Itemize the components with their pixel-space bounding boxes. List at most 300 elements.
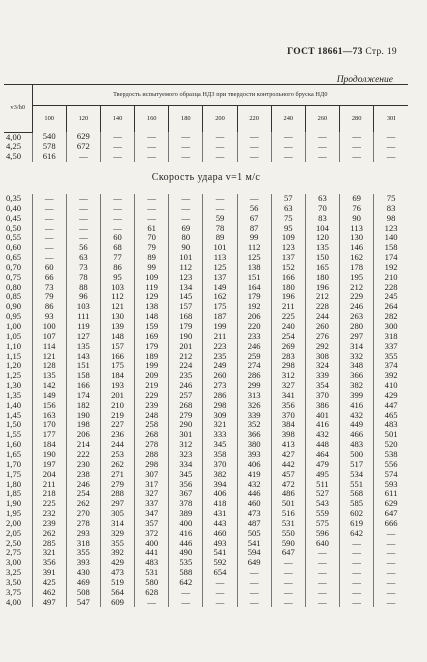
column-header: 240: [271, 106, 305, 133]
table-row: [4, 273, 408, 283]
ratio-cell: 1,35: [6, 390, 22, 400]
table-row: [4, 322, 408, 332]
value-cell: —: [340, 548, 374, 558]
column-headers: [4, 106, 408, 133]
value-cell: 90: [340, 214, 374, 224]
value-cell: —: [32, 194, 66, 204]
value-cell: 192: [237, 302, 271, 312]
ratio-cell: 4,25: [6, 142, 22, 152]
column-header: 100: [32, 106, 66, 133]
value-cell: 199: [203, 322, 237, 332]
value-cell: 341: [271, 391, 305, 401]
value-cell: 125: [203, 263, 237, 273]
value-cell: —: [305, 548, 339, 558]
value-cell: —: [374, 598, 408, 608]
value-cell: 119: [135, 283, 169, 293]
value-cell: 479: [305, 460, 339, 470]
value-cell: 413: [271, 440, 305, 450]
value-cell: 647: [271, 548, 305, 558]
value-cell: 127: [66, 332, 100, 342]
value-cell: 495: [305, 470, 339, 480]
value-cell: —: [374, 568, 408, 578]
value-cell: 150: [305, 253, 339, 263]
ratio-cell: 1,45: [6, 410, 22, 420]
value-cell: —: [271, 588, 305, 598]
value-cell: 447: [374, 401, 408, 411]
value-cell: 419: [237, 470, 271, 480]
value-cell: 177: [32, 430, 66, 440]
value-cell: 473: [237, 509, 271, 519]
value-cell: 190: [66, 411, 100, 421]
value-cell: 324: [305, 361, 339, 371]
table-row: [4, 381, 408, 391]
value-cell: 416: [340, 401, 374, 411]
value-cell: 244: [305, 312, 339, 322]
value-cell: 142: [32, 381, 66, 391]
value-cell: 184: [32, 440, 66, 450]
table-row: [4, 548, 408, 558]
value-cell: 443: [203, 519, 237, 529]
value-cell: 204: [32, 470, 66, 480]
value-cell: 487: [237, 519, 271, 529]
table-row: [4, 578, 408, 588]
value-cell: 218: [32, 489, 66, 499]
ratio-cell: 0,55: [6, 233, 22, 243]
value-cell: 257: [169, 391, 203, 401]
value-cell: —: [203, 598, 237, 608]
value-cell: 111: [66, 312, 100, 322]
value-cell: 531: [135, 568, 169, 578]
value-cell: 401: [305, 411, 339, 421]
value-cell: —: [237, 598, 271, 608]
value-cell: 611: [374, 489, 408, 499]
value-cell: 87: [237, 224, 271, 234]
value-cell: 380: [237, 440, 271, 450]
value-cell: 431: [203, 509, 237, 519]
value-cell: 121: [100, 302, 134, 312]
table-row: [4, 450, 408, 460]
value-cell: 406: [203, 489, 237, 499]
value-cell: 382: [203, 470, 237, 480]
value-cell: 184: [100, 371, 134, 381]
value-cell: 135: [305, 243, 339, 253]
value-cell: —: [203, 578, 237, 588]
value-cell: 197: [32, 460, 66, 470]
value-cell: 501: [271, 499, 305, 509]
value-cell: 337: [374, 342, 408, 352]
value-cell: 393: [66, 558, 100, 568]
column-header: 200: [203, 106, 237, 133]
value-cell: 578: [32, 142, 66, 152]
value-cell: —: [32, 243, 66, 253]
value-cell: —: [305, 558, 339, 568]
column-header: 180: [169, 106, 203, 133]
table-row: [4, 152, 408, 162]
value-cell: 239: [32, 519, 66, 529]
table-row: [4, 391, 408, 401]
value-cell: 187: [203, 312, 237, 322]
value-cell: —: [340, 152, 374, 162]
value-cell: 543: [305, 499, 339, 509]
value-cell: 190: [169, 332, 203, 342]
value-cell: 76: [340, 204, 374, 214]
value-cell: 355: [374, 352, 408, 362]
value-cell: 314: [340, 342, 374, 352]
value-cell: 366: [237, 430, 271, 440]
value-cell: —: [32, 224, 66, 234]
value-cell: 180: [271, 283, 305, 293]
value-cell: 140: [374, 233, 408, 243]
table-row: [4, 460, 408, 470]
value-cell: 288: [100, 489, 134, 499]
value-cell: 56: [66, 243, 100, 253]
ratio-cell: 4,00: [6, 597, 22, 607]
value-cell: 276: [305, 332, 339, 342]
value-cell: 249: [203, 361, 237, 371]
value-cell: 400: [135, 539, 169, 549]
ratio-cell: 4,50: [6, 152, 22, 162]
value-cell: —: [340, 568, 374, 578]
value-cell: 500: [340, 450, 374, 460]
value-cell: 244: [100, 440, 134, 450]
value-cell: 556: [374, 460, 408, 470]
value-cell: 262: [66, 499, 100, 509]
column-header: 220: [237, 106, 271, 133]
value-cell: 89: [203, 233, 237, 243]
value-cell: 392: [100, 548, 134, 558]
ratio-cell: 1,95: [6, 509, 22, 519]
value-cell: 429: [374, 391, 408, 401]
value-cell: 77: [100, 253, 134, 263]
value-cell: 442: [271, 460, 305, 470]
value-cell: 318: [66, 539, 100, 549]
value-cell: 609: [100, 598, 134, 608]
value-cell: 332: [340, 352, 374, 362]
value-cell: 260: [305, 322, 339, 332]
value-cell: —: [100, 224, 134, 234]
value-cell: 568: [340, 489, 374, 499]
value-cell: 228: [305, 302, 339, 312]
value-cell: 389: [169, 509, 203, 519]
value-cell: 394: [203, 480, 237, 490]
value-cell: 313: [237, 391, 271, 401]
value-cell: 109: [271, 233, 305, 243]
value-cell: 520: [374, 440, 408, 450]
ratio-cell: 0,60: [6, 243, 22, 253]
value-cell: 148: [100, 332, 134, 342]
value-cell: 198: [66, 420, 100, 430]
value-cell: 95: [100, 273, 134, 283]
value-cell: 327: [135, 489, 169, 499]
value-cell: 135: [66, 342, 100, 352]
value-cell: 199: [135, 361, 169, 371]
value-cell: —: [135, 214, 169, 224]
column-header: 30І: [374, 106, 408, 133]
ratio-cell: 1,65: [6, 449, 22, 459]
value-cell: 531: [271, 519, 305, 529]
value-cell: 358: [203, 450, 237, 460]
ratio-cell: 1,05: [6, 331, 22, 341]
value-cell: 73: [66, 263, 100, 273]
value-cell: 486: [271, 489, 305, 499]
value-cell: —: [237, 142, 271, 152]
ratio-cell: 0,70: [6, 262, 22, 272]
value-cell: 114: [32, 342, 66, 352]
value-cell: 175: [203, 302, 237, 312]
ratio-cell: 1,80: [6, 479, 22, 489]
value-cell: 274: [237, 361, 271, 371]
value-cell: 174: [66, 391, 100, 401]
value-cell: 425: [32, 578, 66, 588]
table-row: [4, 204, 408, 214]
value-cell: —: [66, 224, 100, 234]
value-cell: 143: [66, 352, 100, 362]
value-cell: 527: [305, 489, 339, 499]
value-cell: 149: [203, 283, 237, 293]
value-cell: —: [340, 558, 374, 568]
value-cell: 318: [374, 332, 408, 342]
table-row: [4, 263, 408, 273]
ratio-cell: 1,30: [6, 381, 22, 391]
ratio-cell: 1,25: [6, 371, 22, 381]
value-cell: 446: [169, 539, 203, 549]
ratio-cell: 0,35: [6, 194, 22, 204]
table-row: [4, 470, 408, 480]
value-cell: —: [66, 214, 100, 224]
value-cell: 163: [32, 411, 66, 421]
value-cell: 398: [271, 430, 305, 440]
value-cell: 298: [271, 361, 305, 371]
value-cell: 83: [305, 214, 339, 224]
value-cell: —: [340, 142, 374, 152]
value-cell: 647: [374, 509, 408, 519]
value-cell: 541: [237, 539, 271, 549]
value-cell: 457: [271, 470, 305, 480]
value-cell: —: [100, 142, 134, 152]
value-cell: 262: [32, 529, 66, 539]
value-cell: 69: [340, 194, 374, 204]
value-cell: —: [340, 132, 374, 142]
value-cell: 497: [32, 598, 66, 608]
table-row: [4, 420, 408, 430]
value-cell: 345: [203, 440, 237, 450]
value-cell: —: [237, 578, 271, 588]
value-cell: 629: [66, 132, 100, 142]
value-cell: 370: [305, 391, 339, 401]
value-cell: 270: [66, 509, 100, 519]
value-cell: 314: [100, 519, 134, 529]
ratio-cell: 0,80: [6, 282, 22, 292]
value-cell: 550: [271, 529, 305, 539]
value-cell: 210: [100, 401, 134, 411]
table-row: [4, 401, 408, 411]
value-cell: 148: [135, 312, 169, 322]
value-cell: 301: [169, 430, 203, 440]
value-cell: 594: [237, 548, 271, 558]
value-cell: 59: [203, 214, 237, 224]
value-cell: —: [305, 568, 339, 578]
value-cell: 89: [135, 253, 169, 263]
value-cell: 642: [169, 578, 203, 588]
value-cell: 156: [32, 401, 66, 411]
value-cell: —: [374, 539, 408, 549]
value-cell: 206: [66, 430, 100, 440]
value-cell: 134: [169, 283, 203, 293]
table-row: [4, 312, 408, 322]
value-cell: 123: [169, 273, 203, 283]
value-cell: 113: [203, 253, 237, 263]
value-cell: 75: [271, 214, 305, 224]
value-cell: 112: [237, 243, 271, 253]
value-cell: 642: [340, 529, 374, 539]
value-cell: 483: [135, 558, 169, 568]
value-cell: 278: [135, 440, 169, 450]
value-cell: 158: [374, 243, 408, 253]
value-cell: —: [203, 204, 237, 214]
value-cell: 666: [374, 519, 408, 529]
value-cell: 592: [203, 558, 237, 568]
value-cell: 123: [271, 243, 305, 253]
value-cell: 593: [374, 480, 408, 490]
value-cell: 297: [340, 332, 374, 342]
value-cell: 293: [66, 529, 100, 539]
value-cell: 366: [340, 371, 374, 381]
value-cell: 339: [305, 371, 339, 381]
value-cell: —: [237, 152, 271, 162]
table-row: [4, 142, 408, 152]
value-cell: 73: [32, 283, 66, 293]
value-cell: 209: [135, 371, 169, 381]
value-cell: 86: [100, 263, 134, 273]
value-cell: 462: [32, 588, 66, 598]
table-row: [4, 352, 408, 362]
value-cell: 321: [203, 420, 237, 430]
value-cell: 259: [237, 352, 271, 362]
value-cell: —: [271, 132, 305, 142]
table-row: [4, 558, 408, 568]
table-row: [4, 371, 408, 381]
value-cell: —: [169, 142, 203, 152]
value-cell: 223: [203, 342, 237, 352]
value-cell: 169: [135, 332, 169, 342]
value-cell: 166: [100, 352, 134, 362]
value-cell: —: [169, 194, 203, 204]
value-cell: —: [169, 214, 203, 224]
value-cell: 490: [169, 548, 203, 558]
value-cell: —: [374, 132, 408, 142]
value-cell: 378: [169, 499, 203, 509]
value-cell: 429: [100, 558, 134, 568]
value-cell: 283: [271, 352, 305, 362]
value-cell: 602: [340, 509, 374, 519]
value-cell: —: [203, 194, 237, 204]
value-cell: 258: [135, 420, 169, 430]
value-cell: 464: [305, 450, 339, 460]
value-cell: 596: [305, 529, 339, 539]
value-cell: 286: [203, 391, 237, 401]
value-cell: 448: [305, 440, 339, 450]
value-cell: 384: [271, 420, 305, 430]
table-row: [4, 588, 408, 598]
ratio-cell: 1,55: [6, 430, 22, 440]
table-row: [4, 499, 408, 509]
value-cell: 219: [135, 381, 169, 391]
value-cell: 121: [32, 352, 66, 362]
value-cell: 159: [135, 322, 169, 332]
value-cell: 61: [135, 224, 169, 234]
value-cell: 112: [169, 263, 203, 273]
continuation-label: Продолжение: [336, 75, 393, 85]
ratio-cell: 2,00: [6, 518, 22, 528]
value-cell: 119: [66, 322, 100, 332]
table-row: [4, 332, 408, 342]
value-cell: —: [374, 529, 408, 539]
ratio-cell: 1,70: [6, 459, 22, 469]
column-group-header: Твердость испытуемого образца HД3 при твердости контрольного бруска HД0: [32, 85, 408, 106]
page-number: Стр. 19: [365, 47, 397, 57]
value-cell: 100: [32, 322, 66, 332]
value-cell: 559: [305, 509, 339, 519]
value-cell: 290: [169, 420, 203, 430]
value-cell: 575: [305, 519, 339, 529]
ratio-cell: 1,00: [6, 322, 22, 331]
column-header: 280: [340, 106, 374, 133]
value-cell: —: [271, 142, 305, 152]
value-cell: —: [203, 588, 237, 598]
table-row: [4, 489, 408, 499]
value-cell: 519: [100, 578, 134, 588]
value-cell: —: [271, 152, 305, 162]
value-cell: 279: [169, 411, 203, 421]
value-cell: —: [66, 233, 100, 243]
value-cell: —: [237, 568, 271, 578]
value-cell: 348: [340, 361, 374, 371]
value-cell: 68: [100, 243, 134, 253]
table-row: [4, 233, 408, 243]
value-cell: 432: [237, 480, 271, 490]
value-cell: 212: [340, 283, 374, 293]
value-cell: 137: [271, 253, 305, 263]
value-cell: —: [271, 578, 305, 588]
value-cell: —: [271, 568, 305, 578]
value-cell: —: [100, 152, 134, 162]
value-cell: 308: [305, 352, 339, 362]
value-cell: 547: [66, 598, 100, 608]
value-cell: —: [203, 132, 237, 142]
value-cell: 98: [374, 214, 408, 224]
value-cell: —: [305, 152, 339, 162]
ratio-cell: 1,60: [6, 440, 22, 450]
value-cell: 63: [66, 253, 100, 263]
value-cell: —: [32, 233, 66, 243]
value-cell: 535: [169, 558, 203, 568]
value-cell: 246: [237, 342, 271, 352]
value-cell: 70: [305, 204, 339, 214]
value-cell: 99: [237, 233, 271, 243]
ratio-cell: 1,50: [6, 420, 22, 430]
value-cell: —: [66, 194, 100, 204]
value-cell: —: [66, 152, 100, 162]
value-cell: 193: [100, 381, 134, 391]
ratio-cell: 3,75: [6, 587, 22, 597]
value-cell: 321: [32, 548, 66, 558]
table-row: [4, 480, 408, 490]
value-cell: 162: [203, 292, 237, 302]
value-cell: 329: [100, 529, 134, 539]
value-cell: 356: [32, 558, 66, 568]
value-cell: 541: [203, 548, 237, 558]
value-cell: 246: [169, 381, 203, 391]
